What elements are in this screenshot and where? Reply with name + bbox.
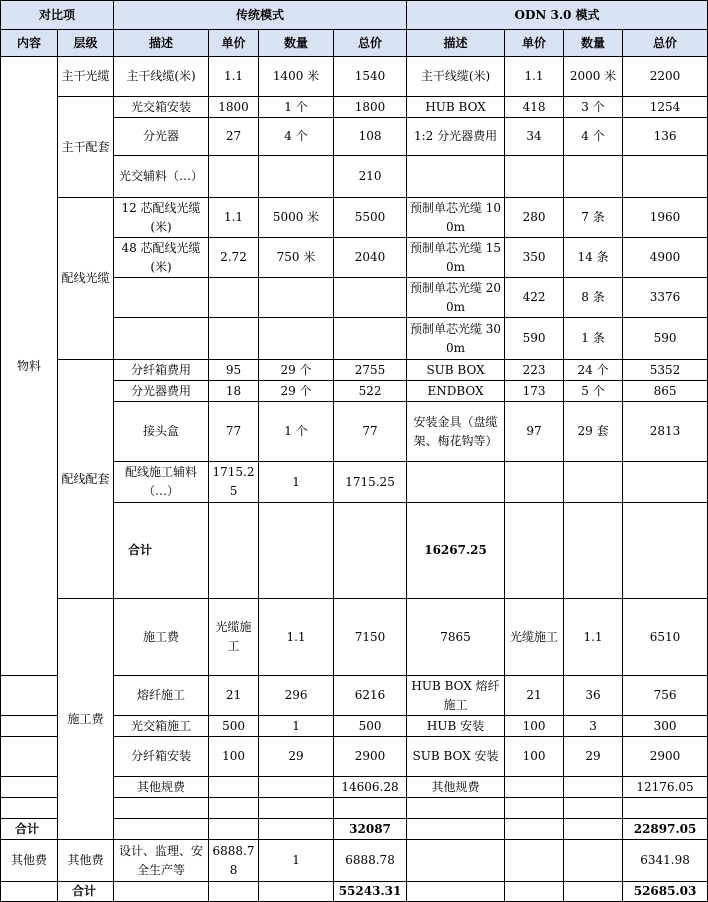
cell xyxy=(209,503,259,599)
cell: 7150 xyxy=(334,599,407,676)
cell xyxy=(259,318,334,360)
cell: 光交箱安装 xyxy=(114,97,209,118)
cell xyxy=(259,882,334,902)
cell xyxy=(259,503,334,599)
cell: 100 xyxy=(505,716,564,737)
cell: 5500 xyxy=(334,198,407,238)
cell: 1 个 xyxy=(259,97,334,118)
table-row xyxy=(1,360,708,381)
cell xyxy=(114,318,209,360)
header-row-2 xyxy=(1,30,708,57)
section-material: 物料 xyxy=(1,57,58,676)
cell xyxy=(209,777,259,798)
cell: 其他规费 xyxy=(114,777,209,798)
cell xyxy=(505,819,564,840)
cell: 分纤箱费用 xyxy=(114,360,209,381)
cell: 光交辅料（…） xyxy=(114,156,209,198)
cell xyxy=(1,798,58,819)
cell: 590 xyxy=(623,318,708,360)
section-construction: 施工费 xyxy=(58,599,114,840)
cell: 210 xyxy=(334,156,407,198)
cell xyxy=(1,716,58,737)
cell: 21 xyxy=(209,676,259,716)
cell: 熔纤施工 xyxy=(114,676,209,716)
cell: 350 xyxy=(505,238,564,278)
table-row xyxy=(1,57,708,97)
cell: 34 xyxy=(505,118,564,156)
cell: 8 条 xyxy=(564,278,623,318)
cell: HUB BOX 熔纤施工 xyxy=(407,676,505,716)
grand-total-traditional: 55243.31 xyxy=(334,882,407,902)
header-o-desc: 描述 xyxy=(407,30,505,57)
cell: 1715.25 xyxy=(334,462,407,503)
cell: 预制单芯光缆 200m xyxy=(407,278,505,318)
header-odn: ODN 3.0 模式 xyxy=(407,1,708,30)
table-row xyxy=(1,599,708,676)
cell: 500 xyxy=(209,716,259,737)
cell: 500 xyxy=(334,716,407,737)
cell: 29 套 xyxy=(564,402,623,462)
cell: 77 xyxy=(209,402,259,462)
cell xyxy=(209,882,259,902)
cell: 1400 米 xyxy=(259,57,334,97)
cell: 2.72 xyxy=(209,238,259,278)
cell: 1800 xyxy=(209,97,259,118)
cell xyxy=(407,156,505,198)
cell: 12176.05 xyxy=(623,777,708,798)
cell: 光缆施工 xyxy=(209,599,259,676)
cell xyxy=(505,840,564,882)
cell xyxy=(407,840,505,882)
cell: 750 米 xyxy=(259,238,334,278)
cell: 设计、监理、安全生产等 xyxy=(114,840,209,882)
cell: 97 xyxy=(505,402,564,462)
cell: 1254 xyxy=(623,97,708,118)
subtotal-label: 合计 xyxy=(1,819,58,840)
table-row xyxy=(1,840,708,882)
cell xyxy=(209,318,259,360)
cell xyxy=(209,278,259,318)
cell xyxy=(505,882,564,902)
cell xyxy=(623,798,708,819)
cell xyxy=(1,777,58,798)
cell: 6216 xyxy=(334,676,407,716)
header-t-desc: 描述 xyxy=(114,30,209,57)
cell: 1800 xyxy=(334,97,407,118)
cell: 1540 xyxy=(334,57,407,97)
cell: 主干线缆(米) xyxy=(114,57,209,97)
cell xyxy=(505,462,564,503)
cell: 7865 xyxy=(407,599,505,676)
cell xyxy=(1,676,58,716)
level-cell: 其他费 xyxy=(58,840,114,882)
cell: 296 xyxy=(259,676,334,716)
cell: 36 xyxy=(564,676,623,716)
cell xyxy=(505,777,564,798)
cell: SUB BOX xyxy=(407,360,505,381)
cell xyxy=(564,156,623,198)
cell: 6510 xyxy=(623,599,708,676)
cell: 2000 米 xyxy=(564,57,623,97)
cell: 300 xyxy=(623,716,708,737)
cell xyxy=(114,882,209,902)
total-row xyxy=(1,882,708,902)
cell: 100 xyxy=(209,737,259,777)
cell: 1 xyxy=(259,840,334,882)
cell: 预制单芯光缆 150m xyxy=(407,238,505,278)
header-group: 对比项 xyxy=(1,1,114,30)
cell: 590 xyxy=(505,318,564,360)
cell: 522 xyxy=(334,381,407,402)
cell xyxy=(564,462,623,503)
cell: 3 xyxy=(564,716,623,737)
cell: 1.1 xyxy=(259,599,334,676)
cell xyxy=(209,819,259,840)
cell xyxy=(505,503,564,599)
cell: 29 个 xyxy=(259,360,334,381)
cell: 1.1 xyxy=(564,599,623,676)
cell xyxy=(623,156,708,198)
header-content: 内容 xyxy=(1,30,58,57)
header-row-1 xyxy=(1,1,708,30)
cell: 77 xyxy=(334,402,407,462)
header-traditional: 传统模式 xyxy=(114,1,407,30)
cell: 1 xyxy=(259,462,334,503)
cell: 223 xyxy=(505,360,564,381)
cell xyxy=(564,840,623,882)
cell: 6341.98 xyxy=(623,840,708,882)
header-t-total: 总价 xyxy=(334,30,407,57)
cell: 21 xyxy=(505,676,564,716)
cell xyxy=(209,798,259,819)
cell xyxy=(209,156,259,198)
cell: 756 xyxy=(623,676,708,716)
table-row xyxy=(1,198,708,238)
cell: HUB BOX xyxy=(407,97,505,118)
cell xyxy=(259,156,334,198)
cell: 1960 xyxy=(623,198,708,238)
cell: 14 条 xyxy=(564,238,623,278)
cell xyxy=(505,798,564,819)
cell: 29 xyxy=(259,737,334,777)
level-cell: 施工费 xyxy=(114,599,209,676)
header-o-total: 总价 xyxy=(623,30,708,57)
cell xyxy=(334,318,407,360)
cell: 6888.78 xyxy=(334,840,407,882)
cell: 1.1 xyxy=(209,198,259,238)
cell: 12 芯配线光缆(米) xyxy=(114,198,209,238)
cell: 48 芯配线光缆(米) xyxy=(114,238,209,278)
cell: 预制单芯光缆 300m xyxy=(407,318,505,360)
table-row xyxy=(1,97,708,118)
cell: 2813 xyxy=(623,402,708,462)
cell xyxy=(114,278,209,318)
cell xyxy=(334,798,407,819)
cell xyxy=(334,278,407,318)
cell: 5000 米 xyxy=(259,198,334,238)
cell xyxy=(1,737,58,777)
cell: 5352 xyxy=(623,360,708,381)
cell: 2900 xyxy=(334,737,407,777)
subtotal-traditional: 16267.25 xyxy=(407,503,505,599)
cell: HUB 安装 xyxy=(407,716,505,737)
cell: 865 xyxy=(623,381,708,402)
cell: 2900 xyxy=(623,737,708,777)
cell xyxy=(334,503,407,599)
cell: ENDBOX xyxy=(407,381,505,402)
cell xyxy=(407,462,505,503)
cell: 4900 xyxy=(623,238,708,278)
cell xyxy=(505,156,564,198)
cell xyxy=(407,882,505,902)
section-other: 其他费 xyxy=(1,840,58,882)
cell: 安装金具（盘缆架、梅花钩等） xyxy=(407,402,505,462)
cell: 4 个 xyxy=(564,118,623,156)
cell xyxy=(259,777,334,798)
cell: 1715.25 xyxy=(209,462,259,503)
cell: 6888.78 xyxy=(209,840,259,882)
cell: 1.1 xyxy=(209,57,259,97)
header-o-unit: 单价 xyxy=(505,30,564,57)
cell xyxy=(623,462,708,503)
total-label: 合计 xyxy=(58,882,114,902)
cell xyxy=(114,798,209,819)
subtotal-traditional: 32087 xyxy=(334,819,407,840)
header-t-qty: 数量 xyxy=(259,30,334,57)
cell: 29 个 xyxy=(259,381,334,402)
cell: 422 xyxy=(505,278,564,318)
cell: 5 个 xyxy=(564,381,623,402)
cell: 3376 xyxy=(623,278,708,318)
level-cell: 主干配套 xyxy=(58,97,114,198)
cell: 主干线缆(米) xyxy=(407,57,505,97)
cell xyxy=(564,777,623,798)
cell: SUB BOX 安装 xyxy=(407,737,505,777)
cell xyxy=(407,819,505,840)
cell xyxy=(1,882,58,902)
header-t-unit: 单价 xyxy=(209,30,259,57)
cell: 4 个 xyxy=(259,118,334,156)
cell: 2755 xyxy=(334,360,407,381)
level-cell: 主干光缆 xyxy=(58,57,114,97)
cell xyxy=(259,819,334,840)
header-level: 层级 xyxy=(58,30,114,57)
level-cell: 配线配套 xyxy=(58,360,114,599)
cell: 2200 xyxy=(623,57,708,97)
cell xyxy=(259,798,334,819)
cell: 其他规费 xyxy=(407,777,505,798)
cell: 27 xyxy=(209,118,259,156)
cell: 7 条 xyxy=(564,198,623,238)
subtotal-label: 合计 xyxy=(114,503,209,599)
cell: 173 xyxy=(505,381,564,402)
cell xyxy=(407,798,505,819)
cell: 预制单芯光缆 100m xyxy=(407,198,505,238)
cell: 100 xyxy=(505,737,564,777)
cell: 接头盒 xyxy=(114,402,209,462)
cell xyxy=(564,798,623,819)
cell: 136 xyxy=(623,118,708,156)
cell: 1 个 xyxy=(259,402,334,462)
cell xyxy=(564,503,623,599)
cell: 18 xyxy=(209,381,259,402)
level-cell: 配线光缆 xyxy=(58,198,114,360)
cell xyxy=(564,819,623,840)
cell xyxy=(114,819,209,840)
cell: 280 xyxy=(505,198,564,238)
cell: 1 xyxy=(259,716,334,737)
cell: 108 xyxy=(334,118,407,156)
header-o-qty: 数量 xyxy=(564,30,623,57)
cell: 418 xyxy=(505,97,564,118)
cell: 1 条 xyxy=(564,318,623,360)
cell: 29 xyxy=(564,737,623,777)
cell: 24 个 xyxy=(564,360,623,381)
cell: 1:2 分光器费用 xyxy=(407,118,505,156)
cell: 分光器费用 xyxy=(114,381,209,402)
cell: 分纤箱安装 xyxy=(114,737,209,777)
cell: 2040 xyxy=(334,238,407,278)
cell: 95 xyxy=(209,360,259,381)
cell xyxy=(564,882,623,902)
cell xyxy=(623,503,708,599)
grand-total-odn: 52685.03 xyxy=(623,882,708,902)
cell: 14606.28 xyxy=(334,777,407,798)
cell: 1.1 xyxy=(505,57,564,97)
subtotal-odn: 22897.05 xyxy=(623,819,708,840)
cell: 光交箱施工 xyxy=(114,716,209,737)
cell: 光缆施工 xyxy=(505,599,564,676)
cell: 配线施工辅料（…） xyxy=(114,462,209,503)
cell: 分光器 xyxy=(114,118,209,156)
cell xyxy=(259,278,334,318)
cell: 3 个 xyxy=(564,97,623,118)
